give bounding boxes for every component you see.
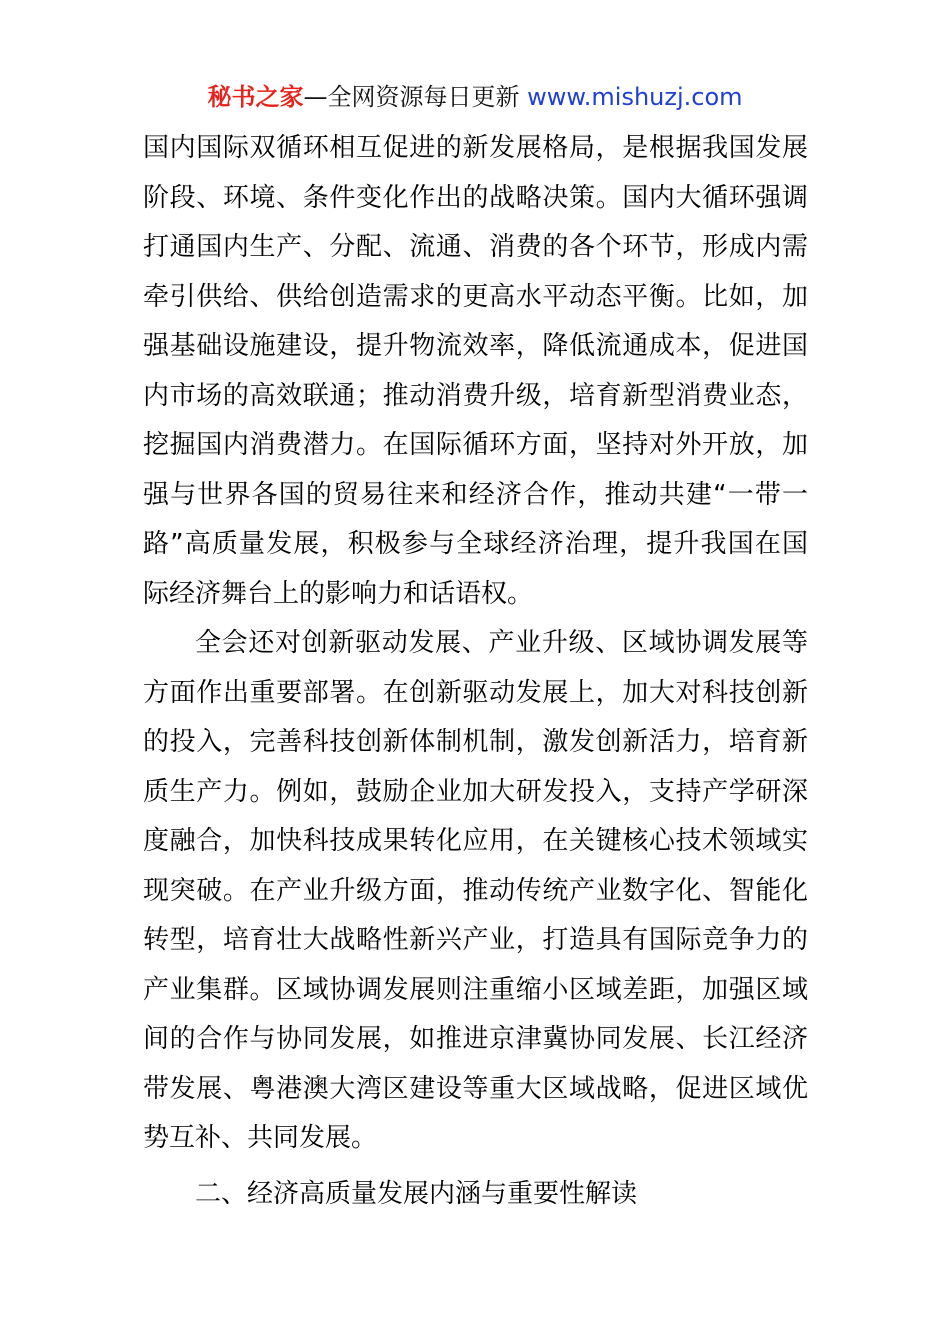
document-body: [143, 124, 808, 1164]
text-line: 际经济舞台上的影响力和话语权。: [143, 578, 534, 609]
header-tagline: —全网资源每日更新: [303, 83, 520, 111]
text-line: 打通国内生产、分配、流通、消费的各个环节，形成内需: [143, 232, 808, 262]
site-url[interactable]: www.mishuzj.com: [527, 83, 743, 111]
brand-name: 秘书之家: [207, 83, 304, 111]
text-line: 强与世界各国的贸易往来和经济合作，推动共建“一带一: [143, 479, 808, 510]
text-line: 挖掘国内消费潜力。在国际循环方面，坚持对外开放，加: [143, 430, 808, 460]
paragraph-2: [143, 619, 808, 1164]
text-line: 产业集群。区域协调发展则注重缩小区域差距，加强区域: [143, 974, 808, 1005]
text-line: 方面作出重要部署。在创新驱动发展上，加大对科技创新: [143, 677, 808, 708]
text-line: 现突破。在产业升级方面，推动传统产业数字化、智能化: [143, 875, 808, 906]
text-line: 度融合，加快科技成果转化应用，在关键核心技术领域实: [143, 826, 808, 856]
text-line: 间的合作与协同发展，如推进京津冀协同发展、长江经济: [143, 1024, 808, 1054]
text-line: 转型，培育壮大战略性新兴产业，打造具有国际竞争力的: [143, 925, 808, 955]
text-line: 国内国际双循环相互促进的新发展格局，是根据我国发展: [143, 133, 808, 163]
text-line: 路”高质量发展，积极参与全球经济治理，提升我国在国: [143, 529, 808, 559]
text-line: 质生产力。例如，鼓励企业加大研发投入，支持产学研深: [143, 776, 808, 807]
section-heading: 二、经济高质量发展内涵与重要性解读: [195, 1179, 638, 1209]
text-line: 带发展、粤港澳大湾区建设等重大区域战略，促进区域优: [143, 1073, 808, 1104]
text-line: 牵引供给、供给创造需求的更高水平动态平衡。比如，加: [143, 281, 808, 312]
text-line: 势互补、共同发展。: [143, 1123, 378, 1153]
text-line: 的投入，完善科技创新体制机制，激发创新活力，培育新: [143, 727, 808, 757]
text-line: 内市场的高效联通；推动消费升级，培育新型消费业态，: [143, 380, 808, 411]
text-line: 强基础设施建设，提升物流效率，降低流通成本，促进国: [143, 331, 808, 361]
text-line: 全会还对创新驱动发展、产业升级、区域协调发展等: [195, 628, 808, 658]
text-line: 阶段、环境、条件变化作出的战略决策。国内大循环强调: [143, 182, 808, 213]
site-header: [0, 80, 950, 114]
paragraph-1: [143, 124, 808, 619]
